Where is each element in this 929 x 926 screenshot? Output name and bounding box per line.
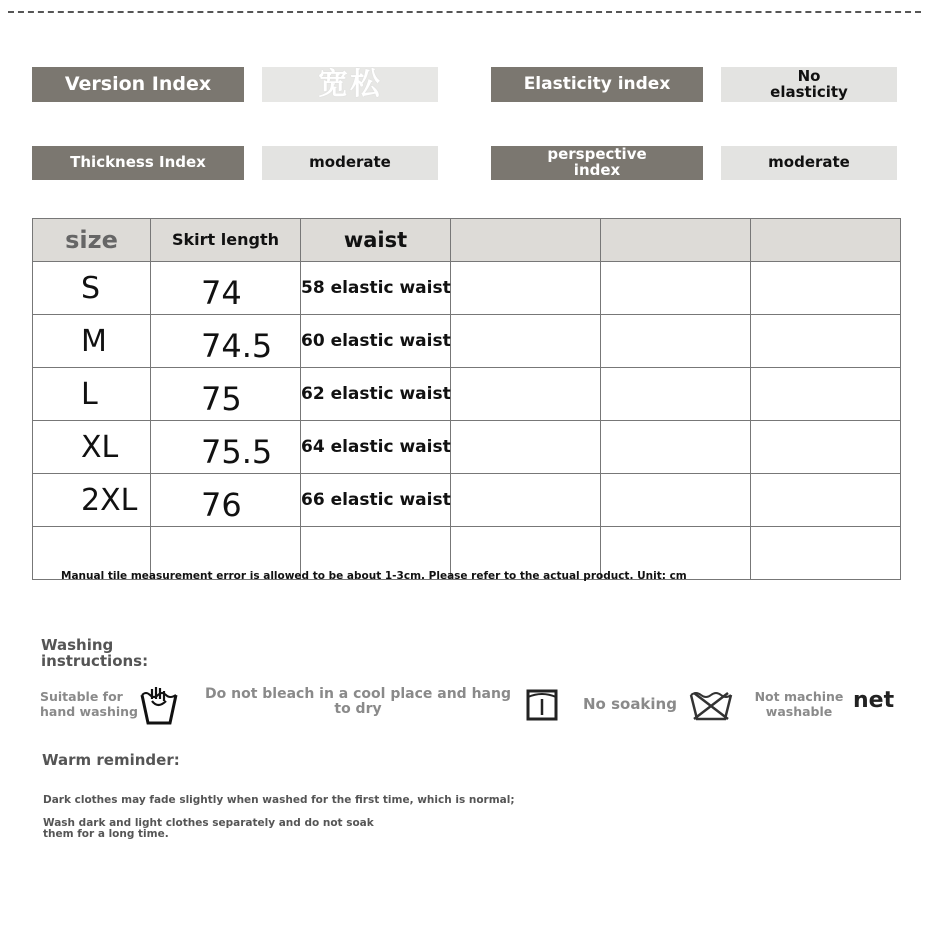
- measurement-note: Manual tile measurement error is allowed to be about 1-3cm. Please refer to the actual product. Unit: cm: [61, 570, 687, 582]
- table-header-row: [33, 219, 901, 262]
- thickness-index-label: Thickness Index: [32, 146, 244, 180]
- length-cell: 75: [151, 368, 301, 421]
- reminder-line-1: Dark clothes may fade slightly when washed for the first time, which is normal;: [43, 794, 515, 806]
- table-row: [33, 474, 901, 527]
- waist-cell: 66 elastic waist: [301, 474, 451, 527]
- size-chart-table: [32, 218, 901, 580]
- size-cell: M: [33, 315, 151, 368]
- thickness-index-value: moderate: [262, 146, 438, 180]
- header-empty: [751, 219, 901, 262]
- empty-cell: [601, 474, 751, 527]
- size-cell: S: [33, 262, 151, 315]
- hand-wash-text: Suitable for hand washing: [40, 689, 138, 719]
- empty-cell: [751, 315, 901, 368]
- elasticity-index-label: Elasticity index: [491, 67, 703, 102]
- not-machine-washable-text: Not machine washable: [754, 689, 844, 719]
- version-index-value: 宽松: [262, 67, 438, 102]
- washing-title: Washing instructions:: [41, 636, 149, 670]
- no-machine-wash-icon: [688, 689, 734, 727]
- empty-cell: [601, 262, 751, 315]
- header-empty: [601, 219, 751, 262]
- header-empty: [451, 219, 601, 262]
- empty-cell: [451, 315, 601, 368]
- no-soaking-text: No soaking: [583, 695, 677, 713]
- empty-cell: [751, 421, 901, 474]
- length-cell: 74: [151, 262, 301, 315]
- empty-cell: [451, 474, 601, 527]
- version-index-label: Version Index: [32, 67, 244, 102]
- length-cell: 74.5: [151, 315, 301, 368]
- reminder-line-2: Wash dark and light clothes separately and do not soak them for a long time.: [43, 817, 374, 841]
- header-size: size: [33, 219, 151, 262]
- waist-cell: 62 elastic waist: [301, 368, 451, 421]
- empty-cell: [601, 315, 751, 368]
- size-cell: XL: [33, 421, 151, 474]
- waist-cell: 58 elastic waist: [301, 262, 451, 315]
- size-cell: L: [33, 368, 151, 421]
- size-cell: 2XL: [33, 474, 151, 527]
- hand-wash-icon: [138, 685, 180, 731]
- length-cell: 75.5: [151, 421, 301, 474]
- empty-cell: [751, 262, 901, 315]
- elasticity-index-value: No elasticity: [721, 67, 897, 102]
- net-text: net: [853, 688, 895, 713]
- empty-cell: [451, 421, 601, 474]
- table-row: [33, 368, 901, 421]
- empty-cell: [451, 262, 601, 315]
- waist-cell: 64 elastic waist: [301, 421, 451, 474]
- bleach-dry-text: Do not bleach in a cool place and hang to dry: [205, 686, 511, 718]
- empty-cell: [451, 368, 601, 421]
- perspective-index-label: perspective index: [491, 146, 703, 180]
- perspective-index-value: moderate: [721, 146, 897, 180]
- header-waist: waist: [301, 219, 451, 262]
- table-row: [33, 315, 901, 368]
- hang-dry-icon: [526, 689, 558, 725]
- waist-cell: 60 elastic waist: [301, 315, 451, 368]
- table-row: [33, 421, 901, 474]
- top-dashed-divider: [8, 11, 921, 13]
- empty-cell: [601, 368, 751, 421]
- table-row: [33, 262, 901, 315]
- header-skirt-length: Skirt length: [151, 219, 301, 262]
- empty-cell: [751, 368, 901, 421]
- empty-cell: [751, 527, 901, 580]
- empty-cell: [601, 421, 751, 474]
- empty-cell: [751, 474, 901, 527]
- warm-reminder-title: Warm reminder:: [42, 751, 180, 769]
- length-cell: 76: [151, 474, 301, 527]
